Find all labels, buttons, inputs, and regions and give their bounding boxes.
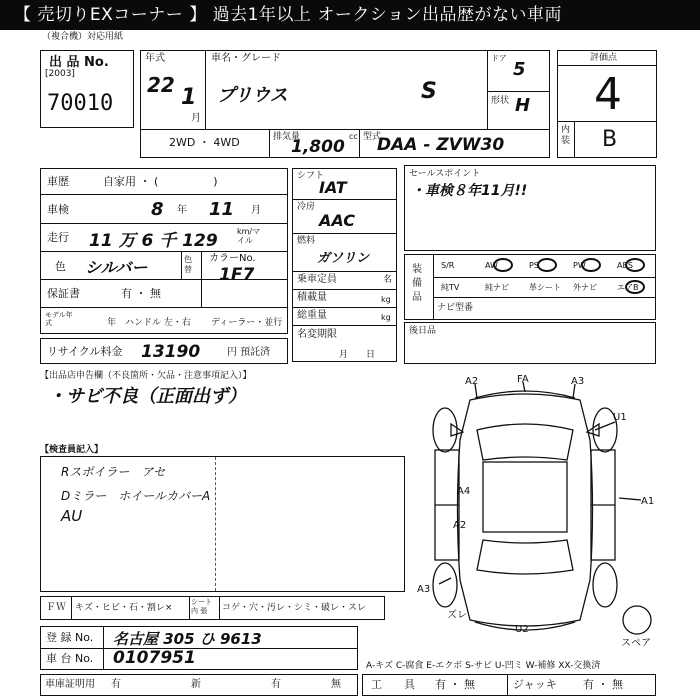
- cert-label: 車庫証明用: [45, 679, 95, 690]
- mileage-value: 11 万 6 千 129: [89, 231, 218, 251]
- sales-point-box: [404, 165, 656, 251]
- cert-a: 有: [111, 679, 121, 690]
- diagram-label-a2: A2: [453, 520, 467, 531]
- drive-text: 2WD ・ 4WD: [169, 136, 240, 149]
- equipment-circle-mark: [581, 258, 601, 272]
- model-year-label: モデル年式: [45, 311, 73, 327]
- navi-label: ナビ型番: [437, 303, 474, 313]
- load-label: 積載量: [297, 292, 327, 303]
- color-label: 色: [55, 260, 66, 273]
- registration-box: [40, 626, 358, 670]
- inspection-month: 11: [209, 199, 235, 220]
- equipment-label: 装備品: [412, 264, 422, 303]
- inspector-box: [40, 456, 405, 592]
- model-label: 型式: [363, 132, 382, 142]
- equipment-item-label: 純TV: [441, 283, 460, 292]
- nameplate-label: 名変期限: [297, 329, 337, 340]
- door-label: ドア: [491, 54, 507, 63]
- ac-label: 冷房: [297, 202, 316, 212]
- diagram-label-a1: A1: [641, 496, 655, 507]
- handle-label: ハンドル 左・右: [125, 318, 191, 328]
- equipment-item-label: エアB: [617, 283, 639, 292]
- history-box: [40, 168, 288, 334]
- car-name: プリウス: [217, 85, 288, 106]
- rating-box: [557, 50, 657, 158]
- equipment-item: [569, 277, 605, 299]
- equipment-item-label: AW: [485, 261, 498, 270]
- nameplate-unit: 月日: [339, 350, 394, 360]
- interior-value: B: [602, 127, 618, 152]
- recycle-box: [40, 338, 288, 364]
- displacement-unit: cc: [349, 132, 358, 141]
- equipment-item-label: 純ナビ: [485, 283, 509, 292]
- history-label: 車歴: [47, 175, 69, 188]
- equipment-item: [525, 277, 561, 299]
- displacement-label: 排気量: [273, 132, 301, 142]
- diagram-label-u1: U1: [613, 412, 627, 423]
- dealer-label: ディーラー・並行: [211, 318, 283, 328]
- rating-value: 4: [594, 69, 622, 120]
- grade-value: S: [421, 79, 437, 104]
- equipment-item: [613, 255, 649, 277]
- equipment-item-label: PS: [529, 261, 539, 270]
- retrofit-box: [404, 322, 656, 364]
- shape-label: 形状: [491, 96, 510, 106]
- diagram-label-a3-top: A3: [571, 376, 585, 387]
- inspection-year-unit: 年: [177, 205, 187, 216]
- inspector-label: 【検査員記入】: [40, 445, 104, 455]
- diagram-label-a4: A4: [457, 486, 471, 497]
- load-unit: kg: [381, 295, 391, 304]
- fuel-label: 燃料: [297, 236, 316, 246]
- chassis-value: 0107951: [113, 648, 196, 668]
- equipment-item: [569, 255, 605, 277]
- fuel-value: ガソリン: [317, 251, 370, 266]
- jack-value: 有 ・ 無: [583, 678, 623, 691]
- cert-b: 新: [191, 679, 201, 690]
- equipment-circle-mark: [537, 258, 557, 272]
- lot-label: 出 品 No.: [49, 55, 109, 70]
- banner: 【 売切りEXコーナー 】 過去1年以上 オークション出品歴がない車両: [0, 0, 700, 30]
- diagram-label-a3: A3: [417, 584, 431, 595]
- equipment-item: [481, 277, 517, 299]
- capacity-label: 乗車定員: [297, 274, 337, 285]
- sub-header: （複合機）対応用紙: [42, 32, 124, 42]
- rating-label: 評価点: [590, 53, 618, 63]
- inspection-label: 車検: [47, 203, 69, 216]
- cert-d: 無: [331, 679, 341, 690]
- inspection-month-unit: 月: [251, 205, 261, 216]
- equipment-circle-mark: [493, 258, 513, 272]
- car-diagram: [405, 370, 695, 650]
- equipment-item-label: ABS: [617, 261, 633, 270]
- interior-label: 内装: [561, 125, 571, 146]
- inspector-line-1: Rスポイラー アセ: [61, 465, 166, 479]
- equipment-item-label: 外ナビ: [573, 283, 597, 292]
- equipment-item: [437, 255, 473, 277]
- door-value: 5: [513, 59, 526, 80]
- history-value: 自家用 ・ ( ): [103, 175, 218, 188]
- inspection-year: 8: [151, 199, 164, 220]
- color-no-label: カラーNo.: [209, 253, 256, 264]
- seller-note-label: 【出品店申告欄（不良箇所・欠品・注意事項記入）】: [40, 371, 252, 381]
- year-value: 22: [147, 73, 175, 97]
- equipment-item-label: S/R: [441, 261, 455, 270]
- jack-label: ジャッキ: [513, 678, 557, 691]
- color-change: 色替: [184, 255, 192, 274]
- month-value: 1: [181, 85, 197, 110]
- seat-text: コゲ・穴・汚レ・シミ・破レ・スレ: [222, 603, 367, 613]
- shift-value: IAT: [319, 178, 347, 197]
- equipment-item: [613, 277, 649, 299]
- reg-value: 名古屋 305 ひ 9613: [113, 630, 262, 648]
- equipment-item-label: 革シート: [529, 283, 561, 292]
- warranty-value: 有 ・ 無: [121, 287, 161, 300]
- mechanics-box: [292, 168, 397, 362]
- lot-stamp: [2003]: [45, 69, 75, 79]
- recycle-label: リサイクル料金: [47, 345, 123, 358]
- gross-unit: kg: [381, 313, 391, 322]
- reg-label: 登 録 No.: [46, 631, 94, 644]
- equipment-circle-mark: [625, 280, 645, 294]
- fw-text: キズ・ヒビ・石・割レ×: [75, 603, 173, 613]
- fw-row: [40, 596, 385, 620]
- lot-box: [40, 50, 134, 128]
- cert-c: 有: [271, 679, 281, 690]
- inspector-line-3: AU: [61, 507, 83, 525]
- name-label: 車名・グレード: [211, 53, 281, 64]
- fw-label: ＦＷ: [46, 602, 66, 613]
- shift-label: シフト: [297, 171, 325, 181]
- mileage-unit: km/マイル: [237, 227, 261, 245]
- spare-label: スペア: [621, 638, 651, 649]
- retrofit-label: 後日品: [409, 326, 437, 336]
- equipment-circle-mark: [625, 258, 645, 272]
- model-value: DAA - ZVW30: [377, 135, 505, 155]
- vehicle-box: [140, 50, 550, 158]
- recycle-value: 13190: [141, 342, 201, 362]
- equipment-item: [525, 255, 561, 277]
- tools-value: 有 ・ 無: [435, 678, 475, 691]
- diagram-label-fa: FA: [517, 374, 529, 385]
- inspector-line-2: Dミラー ホイールカバーA: [61, 489, 211, 503]
- chassis-label: 車 台 No.: [46, 652, 94, 665]
- equipment-box: [404, 254, 656, 320]
- seat-label: シート内 張: [191, 598, 212, 615]
- tools-label: 工 具: [371, 678, 415, 691]
- gross-label: 総重量: [297, 310, 327, 321]
- equipment-item: [437, 277, 473, 299]
- lot-number: 70010: [47, 91, 114, 116]
- tools-box: [362, 674, 656, 696]
- sales-point-value: ・車検８年11月!!: [411, 183, 528, 199]
- garage-cert-box: [40, 674, 358, 696]
- diagram-label-a2-top: A2: [465, 376, 479, 387]
- year-label: 年式: [145, 53, 165, 64]
- mileage-label: 走行: [47, 231, 69, 244]
- seller-note-value: ・サビ不良（正面出ず）: [48, 386, 246, 407]
- equipment-item: [481, 255, 517, 277]
- month-unit: 月: [191, 113, 201, 124]
- ac-value: AAC: [319, 211, 356, 230]
- shape-value: H: [515, 95, 531, 116]
- capacity-unit: 名: [383, 275, 393, 285]
- diagram-label-u2: U2: [515, 624, 529, 635]
- equipment-item-label: PW: [573, 261, 586, 270]
- diagram-label-s: ズレ: [447, 610, 467, 621]
- key-legend: A-キズ C-腐食 E-エクボ S-サビ U-凹ミ W-補修 XX-交換済: [366, 661, 601, 671]
- color-no-value: 1F7: [219, 265, 255, 285]
- displacement-value: 1,800: [291, 137, 345, 157]
- color-value: シルバー: [85, 258, 148, 277]
- sales-point-label: セールスポイント: [409, 169, 481, 179]
- recycle-unit: 円 預託済: [227, 347, 271, 358]
- warranty-label: 保証書: [47, 287, 80, 300]
- model-year-unit: 年: [107, 318, 117, 328]
